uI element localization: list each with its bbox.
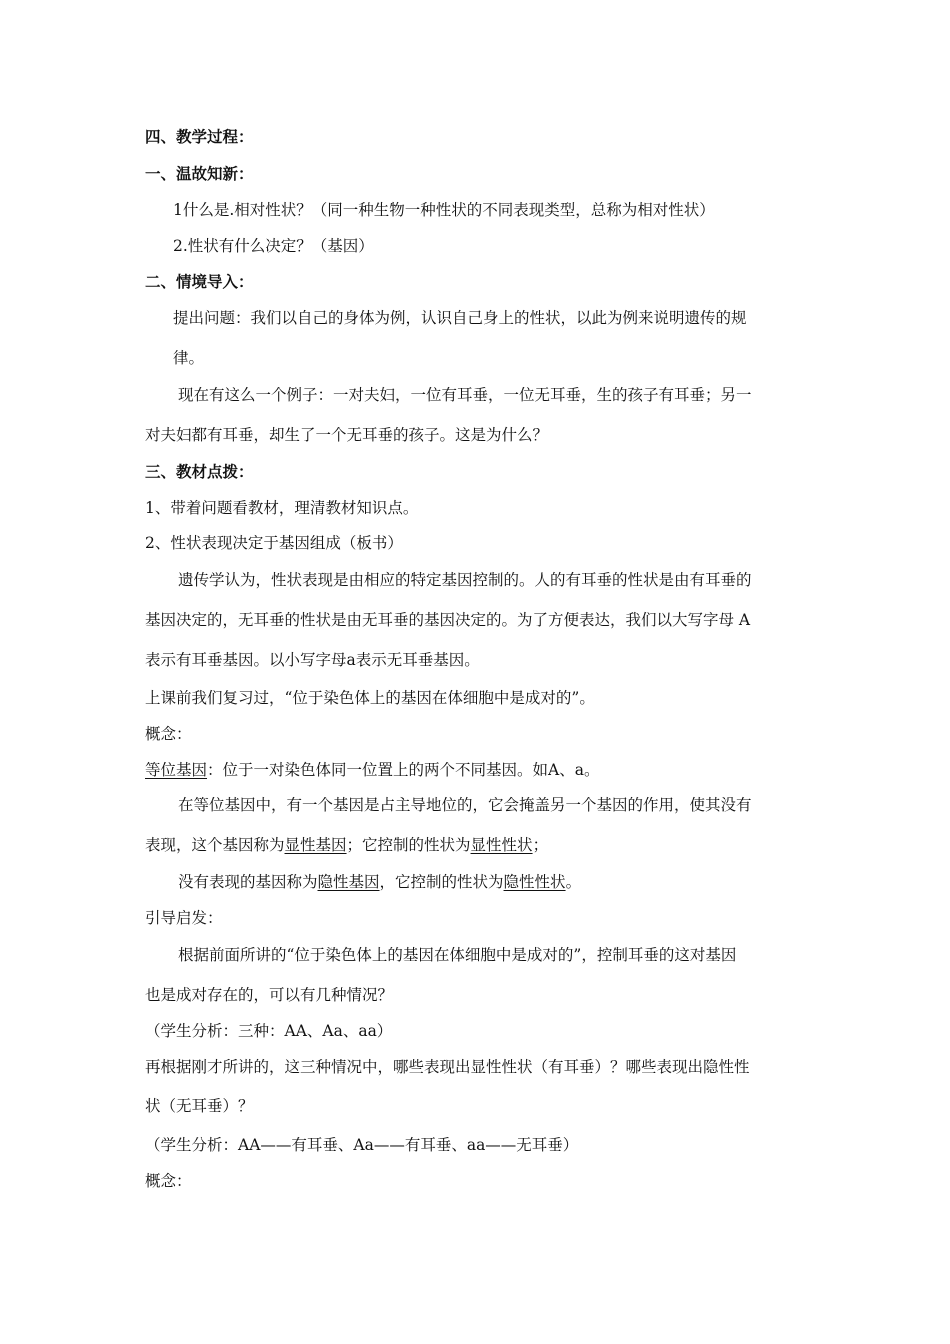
heading-textbook-points: 三、教材点拨： [145, 462, 254, 481]
allele-definition-text: ：位于一对染色体同一位置上的两个不同基因。如A、a。 [207, 761, 600, 779]
recall-line: 上课前我们复习过，“位于染色体上的基因在体细胞中是成对的”。 [145, 689, 595, 707]
guide-paragraph-line-1: 根据前面所讲的“位于染色体上的基因在体细胞中是成对的”，控制耳垂的这对基因 [178, 946, 737, 964]
heading-review: 一、温故知新： [145, 164, 254, 183]
dominance-text-3: ； [532, 836, 549, 854]
genetics-paragraph-line-2: 基因决定的，无耳垂的性状是由无耳垂的基因决定的。为了方便表达，我们以大写字母 A [145, 611, 751, 629]
dominance-line-2 [145, 835, 548, 855]
guide-label: 引导启发： [145, 909, 223, 927]
point-1: 1、带着问题看教材，理清教材知识点。 [145, 499, 419, 517]
guide-paragraph-line-2: 也是成对存在的，可以有几种情况？ [145, 986, 394, 1004]
dominant-gene-term: 显性基因 [284, 836, 347, 854]
concept-label-1: 概念： [145, 725, 192, 743]
recessive-trait-term: 隐性性状 [503, 873, 566, 891]
allele-definition [145, 760, 599, 780]
dominance-line-1: 在等位基因中，有一个基因是占主导地位的，它会掩盖另一个基因的作用，使其没有 [178, 796, 752, 814]
followup-question-line-1: 再根据刚才所讲的，这三种情况中，哪些表现出显性性状（有耳垂）？哪些表现出隐性性 [145, 1058, 750, 1076]
followup-question-line-2: 状（无耳垂）？ [145, 1097, 254, 1115]
recessive-text-2: ，它控制的性状为 [379, 873, 504, 891]
genetics-paragraph-line-3: 表示有耳垂基因。以小写字母a表示无耳垂基因。 [145, 651, 480, 669]
review-question-2: 2.性状有什么决定？（基因） [173, 237, 374, 255]
point-2: 2、性状表现决定于基因组成（板书） [145, 534, 403, 552]
allele-term: 等位基因 [145, 761, 208, 779]
dominance-text-1: 表现，这个基因称为 [145, 836, 285, 854]
intro-paragraph-2-line-2: 对夫妇都有耳垂，却生了一个无耳垂的孩子。这是为什么？ [145, 426, 549, 444]
intro-paragraph-1-line-1: 提出问题：我们以自己的身体为例，认识自己身上的性状，以此为例来说明遗传的规 [173, 309, 747, 327]
review-question-1: 1什么是.相对性状？（同一种生物一种性状的不同表现类型，总称为相对性状） [173, 201, 715, 219]
dominance-text-2: ；它控制的性状为 [346, 836, 471, 854]
student-analysis-2: （学生分析：AA——有耳垂、Aa——有耳垂、aa——无耳垂） [145, 1136, 579, 1154]
recessive-gene-term: 隐性基因 [317, 873, 380, 891]
student-analysis-1: （学生分析：三种：AA、Aa、aa） [145, 1022, 393, 1040]
recessive-text-1: 没有表现的基因称为 [178, 873, 318, 891]
intro-paragraph-1-line-2: 律。 [173, 349, 205, 367]
genetics-paragraph-line-1: 遗传学认为，性状表现是由相应的特定基因控制的。人的有耳垂的性状是由有耳垂的 [178, 571, 752, 589]
heading-teaching-process: 四、教学过程： [145, 127, 254, 146]
recessive-line [178, 872, 581, 892]
dominant-trait-term: 显性性状 [470, 836, 533, 854]
concept-label-2: 概念： [145, 1172, 192, 1190]
heading-intro: 二、情境导入： [145, 272, 254, 291]
recessive-text-3: 。 [565, 873, 582, 891]
intro-paragraph-2-line-1: 现在有这么一个例子：一对夫妇，一位有耳垂，一位无耳垂，生的孩子有耳垂；另一 [178, 386, 752, 404]
